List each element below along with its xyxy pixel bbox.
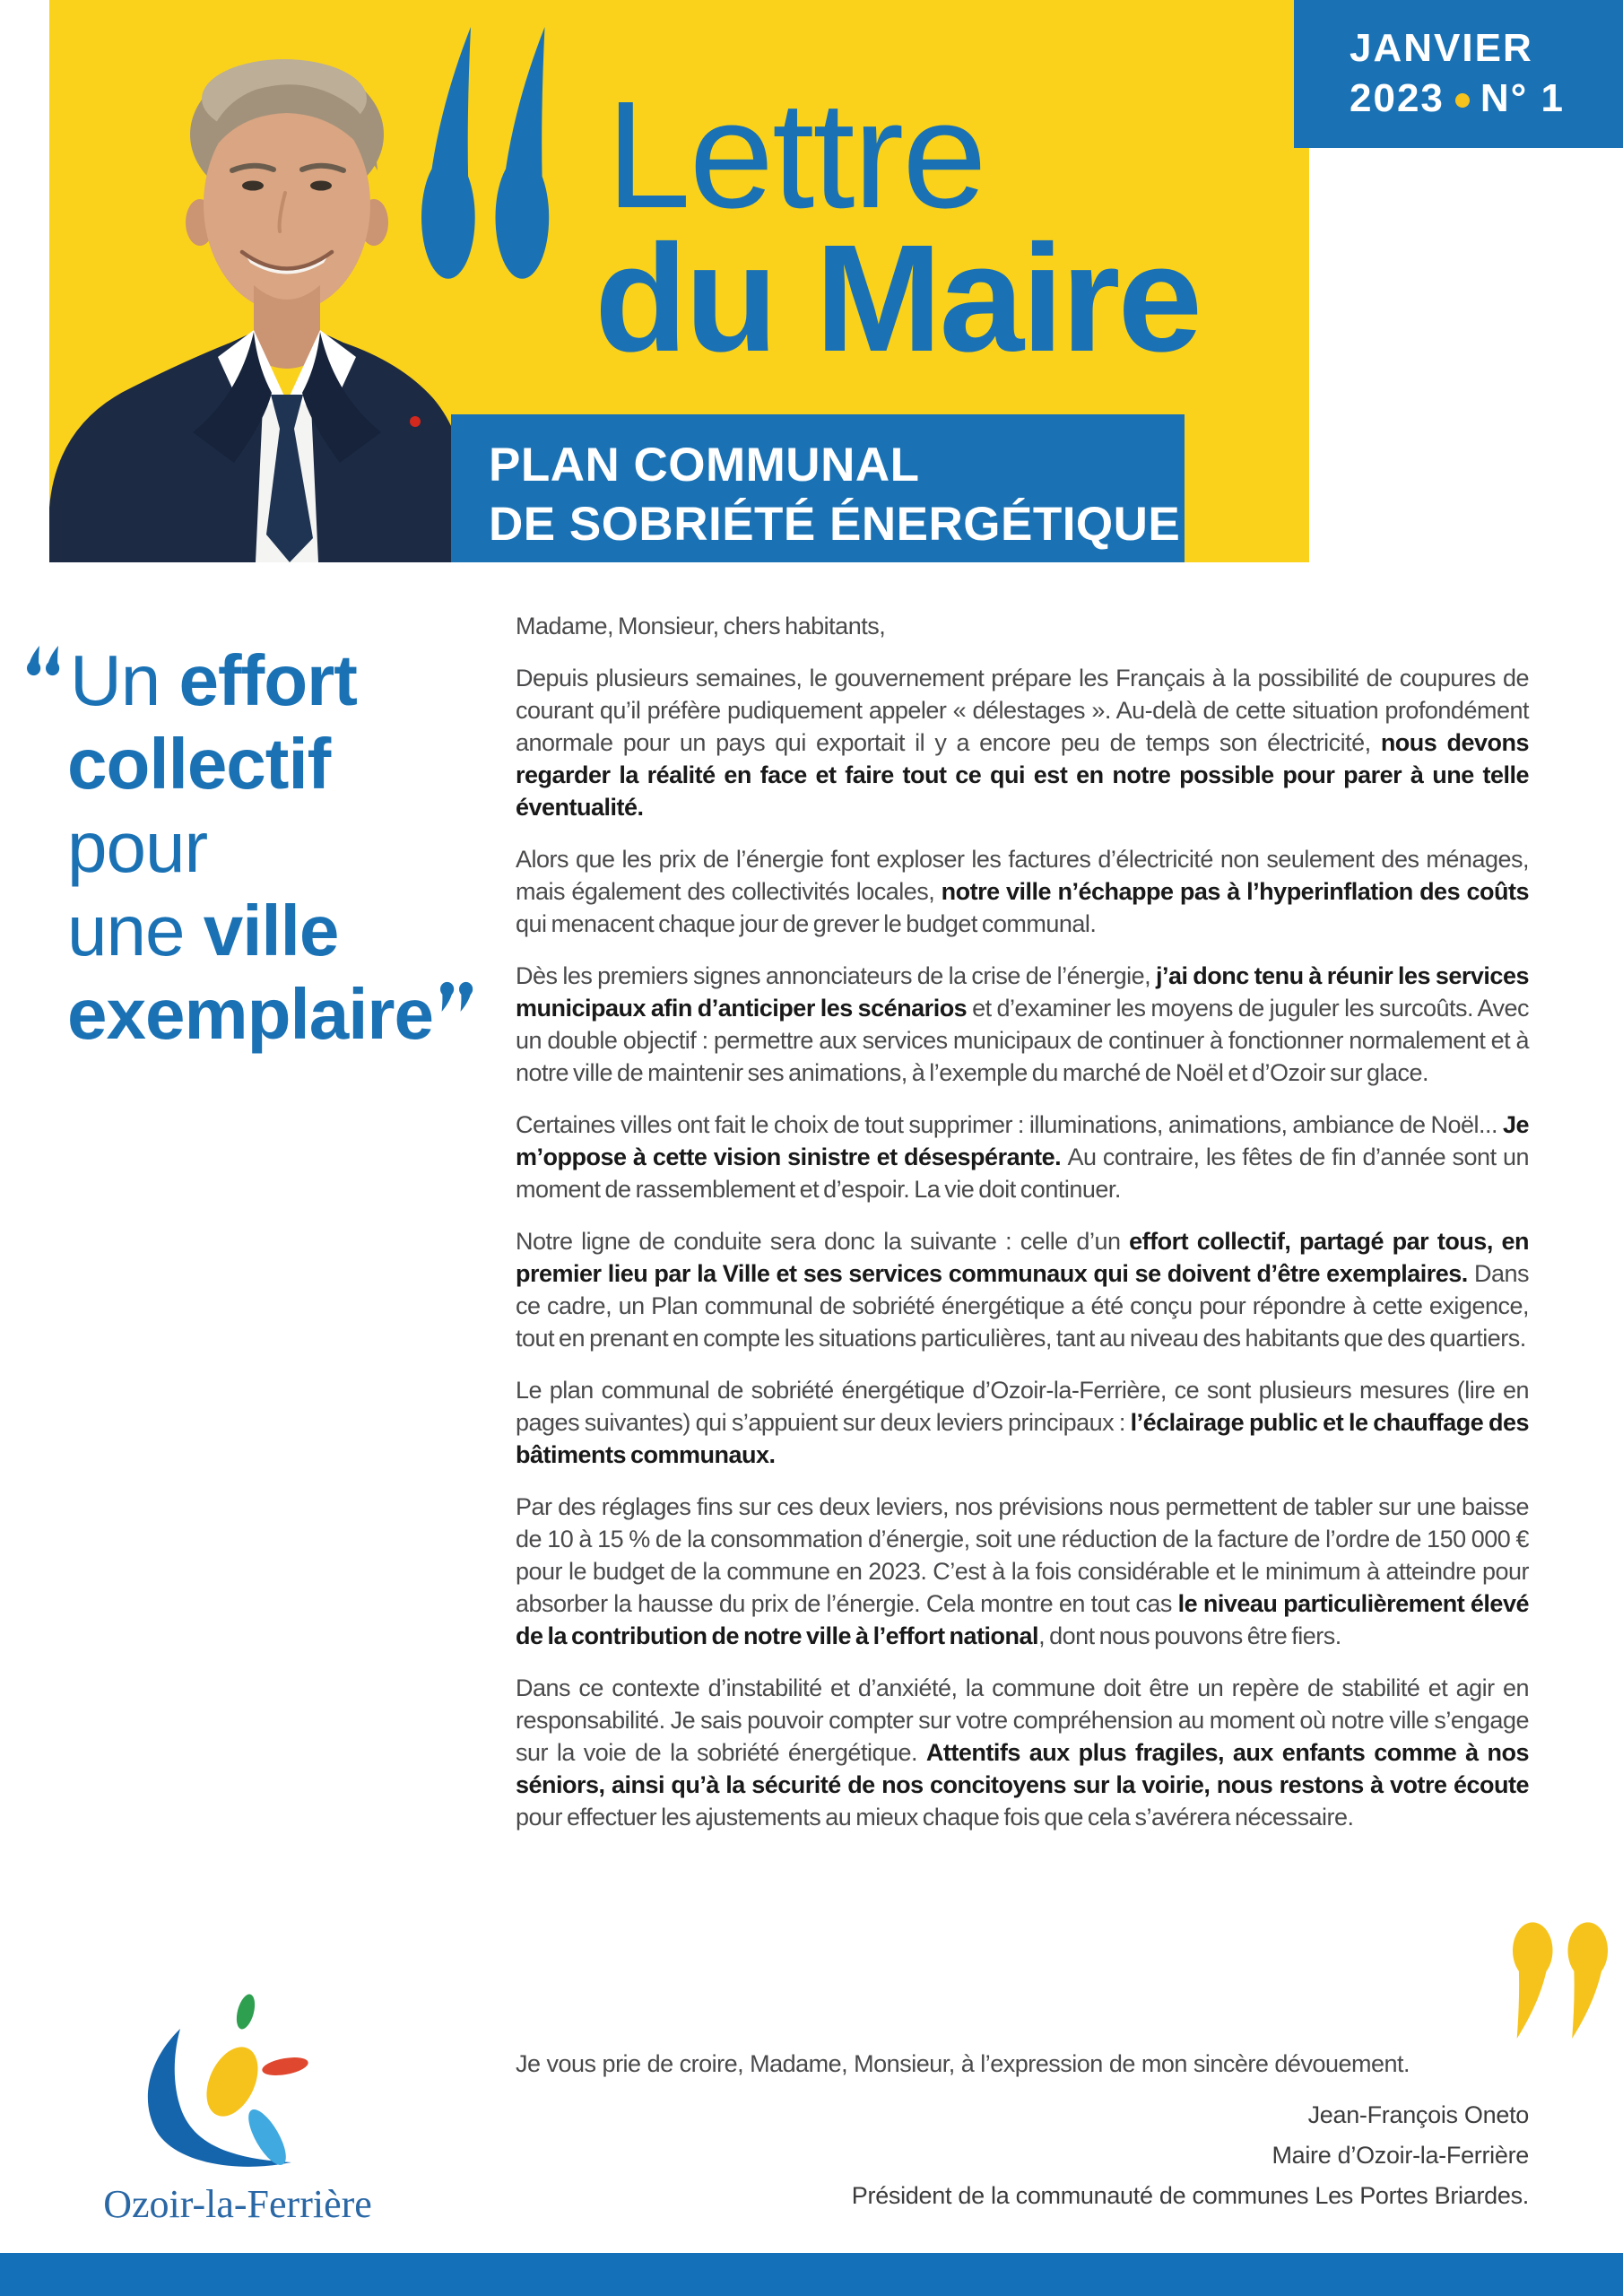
pull-quote [27, 639, 493, 1056]
footer-bar [0, 2253, 1623, 2296]
logo-red-ellipse [261, 2055, 309, 2079]
pull-quote-text: exemplaire [67, 974, 434, 1054]
banner-line-1: PLAN COMMUNAL [489, 439, 920, 491]
newsletter-title-bold: du Maire [595, 213, 1201, 384]
paragraph: Alors que les prix de l’énergie font exploser les factures d’électricité non seulement des ménages, mais également des collectivités locales, notre ville n’échappe pas à l’hyperinflation des coûts qui menacent chaque jour de grever le budget communal. [516, 846, 1529, 937]
paragraph: Dès les premiers signes annonciateurs de la crise de l’énergie, j’ai donc tenu à réunir les services municipaux afin d’anticiper les scénarios et d’examiner les moyens de juguler les surcoûts. Avec un double objectif : permettre aux services municipaux de continuer à fonctionner normalement et à notre ville de maintenir ses animations, à l’exemple du marché de Noël et d’Ozoir sur glace. [516, 962, 1529, 1086]
opening-quote-icon [421, 27, 569, 285]
paragraph: Dans ce contexte d’instabilité et d’anxiété, la commune doit être un repère de stabilité et agir en responsabilité. Je sais pouvoir compter sur votre compréhension au moment où notre ville s’engage sur la voie de la sobriété énergétique. Attentifs aux plus fragiles, aux enfants comme à nos séniors, ainsi qu’à la sécurité de nos concitoyens sur la voirie, nous restons à votre écoute pour effectuer les ajustements au mieux chaque fois que cela s’avérera nécessaire. [516, 1674, 1529, 1831]
pull-quote-line [27, 639, 493, 722]
newsletter-title-light: Lettre [606, 70, 985, 240]
pull-quote-text: Un effort [70, 640, 357, 720]
eye-left [242, 181, 264, 191]
closing-quote-icon [1513, 1919, 1623, 2039]
issue-month: JANVIER [1350, 26, 1533, 70]
small-close-quote-icon [440, 981, 478, 1012]
paragraph: Par des réglages fins sur ces deux leviers, nos prévisions nous permettent de tabler sur une baisse de 10 à 15 % de la consommation d’énergie, soit une réduction de la facture de l’ordre de 150 000 € pour le budget de la commune en 2023. C’est à la fois considérable et le minimum à atteindre pour absorber la hausse du prix de l’énergie. Cela montre en tout cas le niveau particulièrement élevé de la contribution de notre ville à l’effort national, dont nous pouvons être fiers. [516, 1493, 1529, 1649]
pull-quote-line [27, 889, 493, 972]
theme-banner [451, 414, 1185, 562]
eye-right [310, 181, 332, 191]
mayor-photo [49, 0, 473, 562]
letter-body [516, 610, 1529, 1833]
signature-title-president: Président de la communauté de communes Les Portes Briardes. [851, 2182, 1529, 2209]
small-open-quote-icon [27, 646, 65, 676]
issue-year: 2023 [1350, 76, 1445, 120]
pull-quote-line [27, 722, 493, 805]
issue-year-number [1350, 74, 1623, 124]
signature-title-mayor: Maire d’Ozoir-la-Ferrière [1271, 2142, 1529, 2169]
banner-line-2: DE SOBRIÉTÉ ÉNERGÉTIQUE [489, 498, 1181, 551]
issue-box [1294, 0, 1623, 148]
pull-quote-text: pour [67, 807, 208, 887]
paragraph: Notre ligne de conduite sera donc la suivante : celle d’un effort collectif, partagé par tous, en premier lieu par la Ville et ses services communaux qui se doivent d’être exemplaires. Dans ce cadre, un Plan communal de sobriété énergétique a été conçu pour répondre à cette exigence, tout en prenant en compte les situations particulières, tant au niveau des habitants que des quartiers. [516, 1228, 1529, 1352]
signature-name: Jean-François Oneto [1307, 2101, 1529, 2128]
issue-number: N° 1 [1480, 76, 1565, 120]
issue-dot-icon [1455, 93, 1470, 108]
closing-sentence: Je vous prie de croire, Madame, Monsieur, à l’expression de mon sincère dévouement. [516, 2050, 1410, 2077]
logo-green-ellipse [233, 1992, 258, 2031]
salutation: Madame, Monsieur, chers habitants, [516, 613, 886, 639]
city-logo-icon [126, 1984, 323, 2179]
legion-honneur-pin [410, 416, 421, 427]
pull-quote-text: une ville [67, 891, 339, 970]
paragraph: Le plan communal de sobriété énergétique d’Ozoir-la-Ferrière, ce sont plusieurs mesures (lire en pages suivantes) qui s’appuient sur deux leviers principaux : l’éclairage public et le chauffage des bâtiments communaux. [516, 1377, 1529, 1468]
paragraph: Certaines villes ont fait le choix de tout supprimer : illuminations, animations, ambiance de Noël... Je m’oppose à cette vision sinistre et désespérante. Au contraire, les fêtes de fin d’année sont un moment de rassemblement et d’espoir. La vie doit continuer. [516, 1111, 1529, 1203]
pull-quote-line [27, 972, 493, 1056]
signature-block [516, 2095, 1529, 2216]
paragraph: Depuis plusieurs semaines, le gouvernement prépare les Français à la possibilité de coupures de courant qu’il préfère pudiquement appeler « délestages ». Au-delà de cette situation profondément anormale pour un pays qui exportait il y a encore peu de temps son électricité, nous devons regarder la réalité en face et faire tout ce qui est en notre possible pour parer à une telle éventualité. [516, 665, 1529, 821]
city-logo-name: Ozoir-la-Ferrière [103, 2182, 372, 2226]
pull-quote-text: collectif [67, 724, 331, 804]
pull-quote-line [27, 805, 493, 889]
